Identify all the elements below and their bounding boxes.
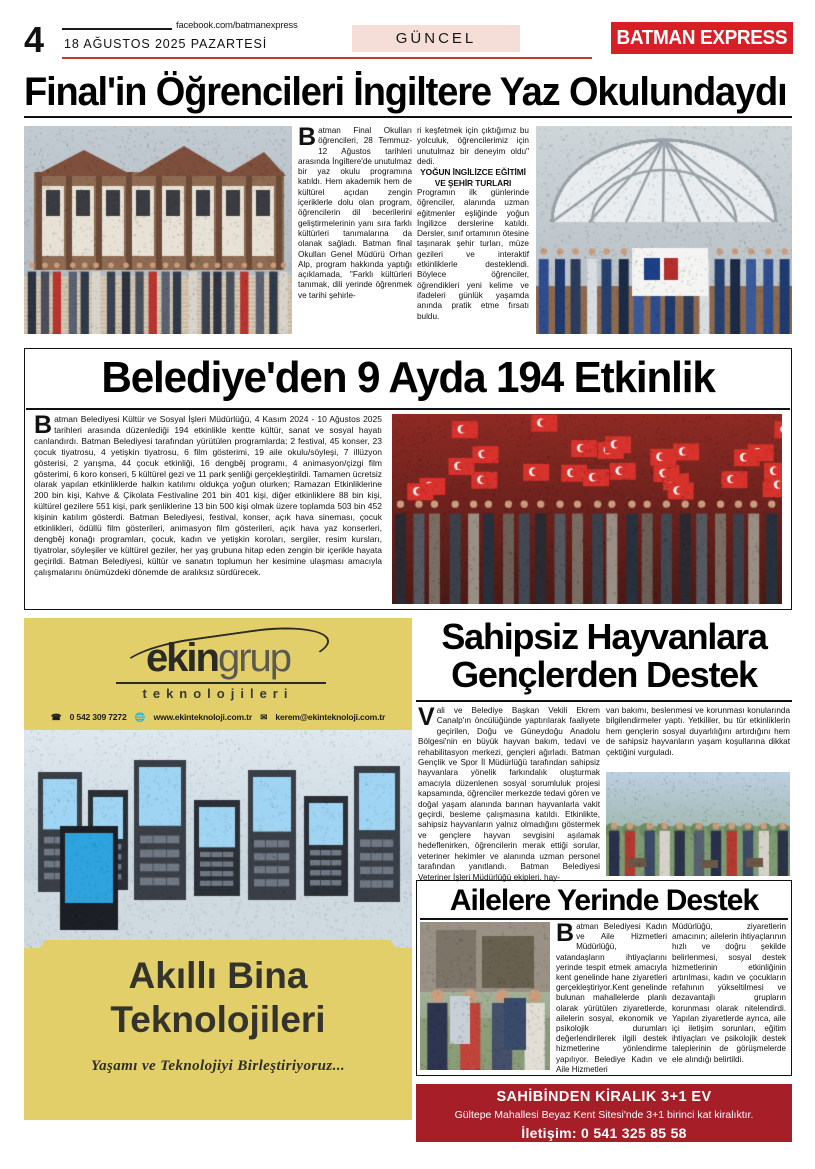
article1-col2-part1: ri keşfetmek için çıktığımız bu yolculuk, öğrencilerimiz için unutulmaz bir deneyim oldu" dedi. <box>417 126 529 166</box>
ekin-header <box>24 618 412 730</box>
article3-column-2: van bakımı, beslenmesi ve korunması konularında bilgilendirmeler yaptı. Yetkililer, bu tür etkinliklerin hem gençlerin sosyal duyarlılığını artırdığını hem de sahipsiz hayvanların yaşam koşullarına dikkat çektiğini vurguladı. <box>606 706 790 757</box>
page-number: 4 <box>24 19 45 60</box>
ekin-tagline-line1: Akıllı Bina <box>128 955 308 996</box>
advertisement-ekin-grup[interactable] <box>24 618 412 1120</box>
article1-photo-right <box>536 126 792 334</box>
article3-photo <box>606 772 790 876</box>
ekin-product-photo <box>24 730 412 952</box>
article1-column-2 <box>417 126 529 334</box>
ekin-logo-text <box>24 636 412 681</box>
article4-photo <box>420 922 550 1070</box>
article2-body-text: Batman Belediyesi Kültür ve Sosyal İşleri Müdürlüğü, 4 Kasım 2024 - 10 Ağustos 2025 tarihleri arasında düzenlediği 194 etkinlikle kentte kültür, sanat ve sosyal hayatı canlandırdı. Batman Belediyesi tarafından yürütülen programlarda; 2 festival, 45 konser, 23 çocuk tiyatrosu, 4 yetişkin tiyatrosu, 6 film gösterimi, 19 aile okulu/söyleşi, 7 illüzyon gösterisi, 2 yarışma, 44 çocuk etkinliği, 16 dengbêj programı, 4 animasyon/çizgi film gösterimi, 6 koro konseri, 5 kültürel gezi ve 11 park şenliği gerçekleştirildi. Tamamen ücretsiz olarak yapılan etkinliklerde halkın katılımı oldukça yoğun olurken; Ramazan Etkinliklerine 200 bin kişi, Kahve & Çikolata Festivaline 201 bin 401 kişi, diğer etkinliklere 88 bin kişi, kültürel gezilere 551 kişi, park şenliklerine 13 bin 500 kişi olmak üzere toplamda 503 bin 452 kişinin katılım gösterdi. Batman Belediyesi, festival, konser, açık hava sineması, çocuk etkinlikleri, ödüllü film gösterileri, animasyon film gösterileri, açık hava yaz konserleri, dengbêj konağı programları, çocuk, kadın ve yetişkin koroları, sergiler, resim kursları, tiyatrolar, söyleşiler ve kültürel geziler, her yaş grubuna hitap eden zengin bir içerikle hayata geçirildi. Batman Belediyesi, kültür ve sanatın toplumun her kesimine ulaşması amacıyla çalışmalarını önümüzdeki dönemde de aralıksız sürdürecek. <box>34 411 382 577</box>
ekin-website[interactable]: www.ekinteknoloji.com.tr <box>153 712 252 722</box>
divider <box>420 918 788 920</box>
ekin-footer <box>24 948 412 1120</box>
ekin-slogan: Yaşamı ve Teknolojiyi Birleştiriyoruz... <box>90 1058 346 1074</box>
section-badge <box>352 25 520 52</box>
ekin-logo-light: grup <box>217 636 291 680</box>
ekin-phone[interactable]: 0 542 309 7272 <box>69 712 127 722</box>
divider <box>416 700 792 702</box>
article2-body <box>34 411 382 604</box>
article3-headline-line2: Gençlerden Destek <box>451 654 757 695</box>
ekin-subtitle: teknolojileri <box>142 686 294 701</box>
article4-column-2: Müdürlüğü, ziyaretlerin amacının; ailelerin ihtiyaçlarının hızlı ve doğru şekilde belirlenmesi, sosyal destek hizmetlerinin etkinliğinin artırılması, kadın ve çocukların refahının yükseltilmesi ve dezavantajlı grupların korunması olarak nitelendirdi. Yapılan ziyaretlerde ayrıca, aile içi iletişim sorunları, eğitim ihtiyaçları ve psikolojik destek taleplerinin de görüşmelerde ele alındığı belirtildi. <box>672 922 786 1064</box>
article3-column-1: Vali ve Belediye Başkan Vekili Ekrem Canalp'ın öncülüğünde yaptırılarak faaliyete geçirilen, Doğu ve Güneydoğu Anadolu Bölgesi'nin en büyük hayvan bakım, tedavi ve rehabilitasyon merkezi, gençleri ağırladı. Batman Gençlik ve Spor İl Müdürlüğü tarafından sahipsiz hayvanlara yönelik farkındalık oluşturmak amacıyla düzenlenen sosyal sorumluluk projesi kapsamında, öğrenciler merkezde tedavi gören ve doğal yaşam alanında barınan hayvanlarla vakit geçirdi, besleme çalışmasına katıldı. Etkinlikte, sahipsiz hayvanların yalnız olmadığını göstermek ve gençlere hayvan sevgisini aşılamak hedeflenirken, öğrencilerin merak ettiği sorular, veteriner hekimler ve alanında uzman personel tarafından yanıtlandı. Batman Belediyesi Veteriner İşleri Müdürlüğü ekipleri, hay- <box>418 703 600 882</box>
rental-ad-title: SAHİBİNDEN KİRALIK 3+1 EV <box>496 1089 712 1105</box>
rental-ad-contact[interactable]: İletişim: 0 541 325 85 58 <box>521 1125 687 1141</box>
article1-col2-part2: Programın ilk günlerinde öğrenciler, alanında uzman eğitmenler eşliğinde yoğun İngilizce derslerine katıldı. Dersler, sınıf ortamının ötesine taşınarak şehir turları, müze gezileri ve interaktif etkinliklerle desteklendi. Böylece öğrenciler, öğrendikleri yeni kelime ve ifadeleri günlük yaşamda anında pratik etme fırsatı buldu. <box>417 188 529 321</box>
divider <box>26 408 790 410</box>
facebook-link[interactable]: facebook.com/batmanexpress <box>176 20 298 31</box>
masthead <box>0 0 815 68</box>
brand-label: BATMAN EXPRESS <box>616 26 788 49</box>
ekin-email[interactable]: kerem@ekinteknoloji.com.tr <box>275 712 386 722</box>
rental-ad-detail: Gültepe Mahallesi Beyaz Kent Sitesi'nde 3+1 birinci kat kiralıktır. <box>454 1109 754 1121</box>
envelope-icon: ✉ <box>260 712 268 723</box>
section-label: GÜNCEL <box>395 30 477 47</box>
advertisement-rental[interactable] <box>416 1084 792 1142</box>
article1-headline: Final'in Öğrencileri İngiltere Yaz Okulundaydı <box>24 70 787 114</box>
ekin-tagline <box>24 954 412 1042</box>
ekin-underline <box>116 682 326 684</box>
article1-column-1: Batman Final Okulları öğrencileri, 28 Temmuz-12 Ağustos tarihleri arasında İngiltere'de unutulmaz bir yaz okulu programına katıldı. Hem akademik hem de kültürel açıdan zengin içeriklerle dolu olan program, öğrencilerin dil becerilerini geliştirmelerinin yanı sıra farklı kültürleri tanımalarına da olanak sağladı. Batman final Okulları Genel Müdürü Orhan Alp, program hakkında yaptığı açıklamada, "Farklı kültürleri tanımak, dili yerinde öğrenmek ve tarihi şehirle- <box>298 123 412 300</box>
ekin-logo-bold: ekin <box>145 636 218 680</box>
ekin-tagline-line2: Teknolojileri <box>110 999 326 1040</box>
article1 <box>24 122 792 338</box>
article4-column-1: Batman Belediyesi Kadın ve Aile Hizmetleri Müdürlüğü, vatandaşların ihtiyaçlarını yerinde tespit etmek amacıyla kent genelinde hane ziyaretleri gerçekleştiriyor.Kent genelinde bulunan mahallelerde planlı olarak yürütülen ziyaretlerde, ailelerin sosyal, ekonomik ve psikolojik durumları değerlendirilerek ilgili destek hizmetlerine yönlendirme yapılıyor. Belediye Kadın ve Aile Hizmetleri <box>556 919 667 1074</box>
article2-headline: Belediye'den 9 Ayda 194 Etkinlik <box>101 353 715 402</box>
masthead-red-rule <box>62 57 592 59</box>
brand-logo <box>611 22 793 54</box>
article1-photo-left <box>24 126 292 334</box>
article2-photo <box>392 414 782 604</box>
article1-subheading: YOĞUN İNGİLİZCE EĞİTİMİ VE ŞEHİR TURLARI <box>420 167 526 188</box>
ekin-contact-bar <box>24 712 412 723</box>
article4-headline: Ailelere Yerinde Destek <box>449 884 759 917</box>
publication-date: 18 AĞUSTOS 2025 PAZARTESİ <box>64 37 268 51</box>
phone-icon: ☎ <box>50 712 62 723</box>
globe-icon: 🌐 <box>134 712 146 723</box>
divider <box>24 116 792 118</box>
masthead-rule <box>62 28 172 30</box>
article3-headline <box>416 618 792 694</box>
article3-headline-line1: Sahipsiz Hayvanlara <box>441 616 767 657</box>
